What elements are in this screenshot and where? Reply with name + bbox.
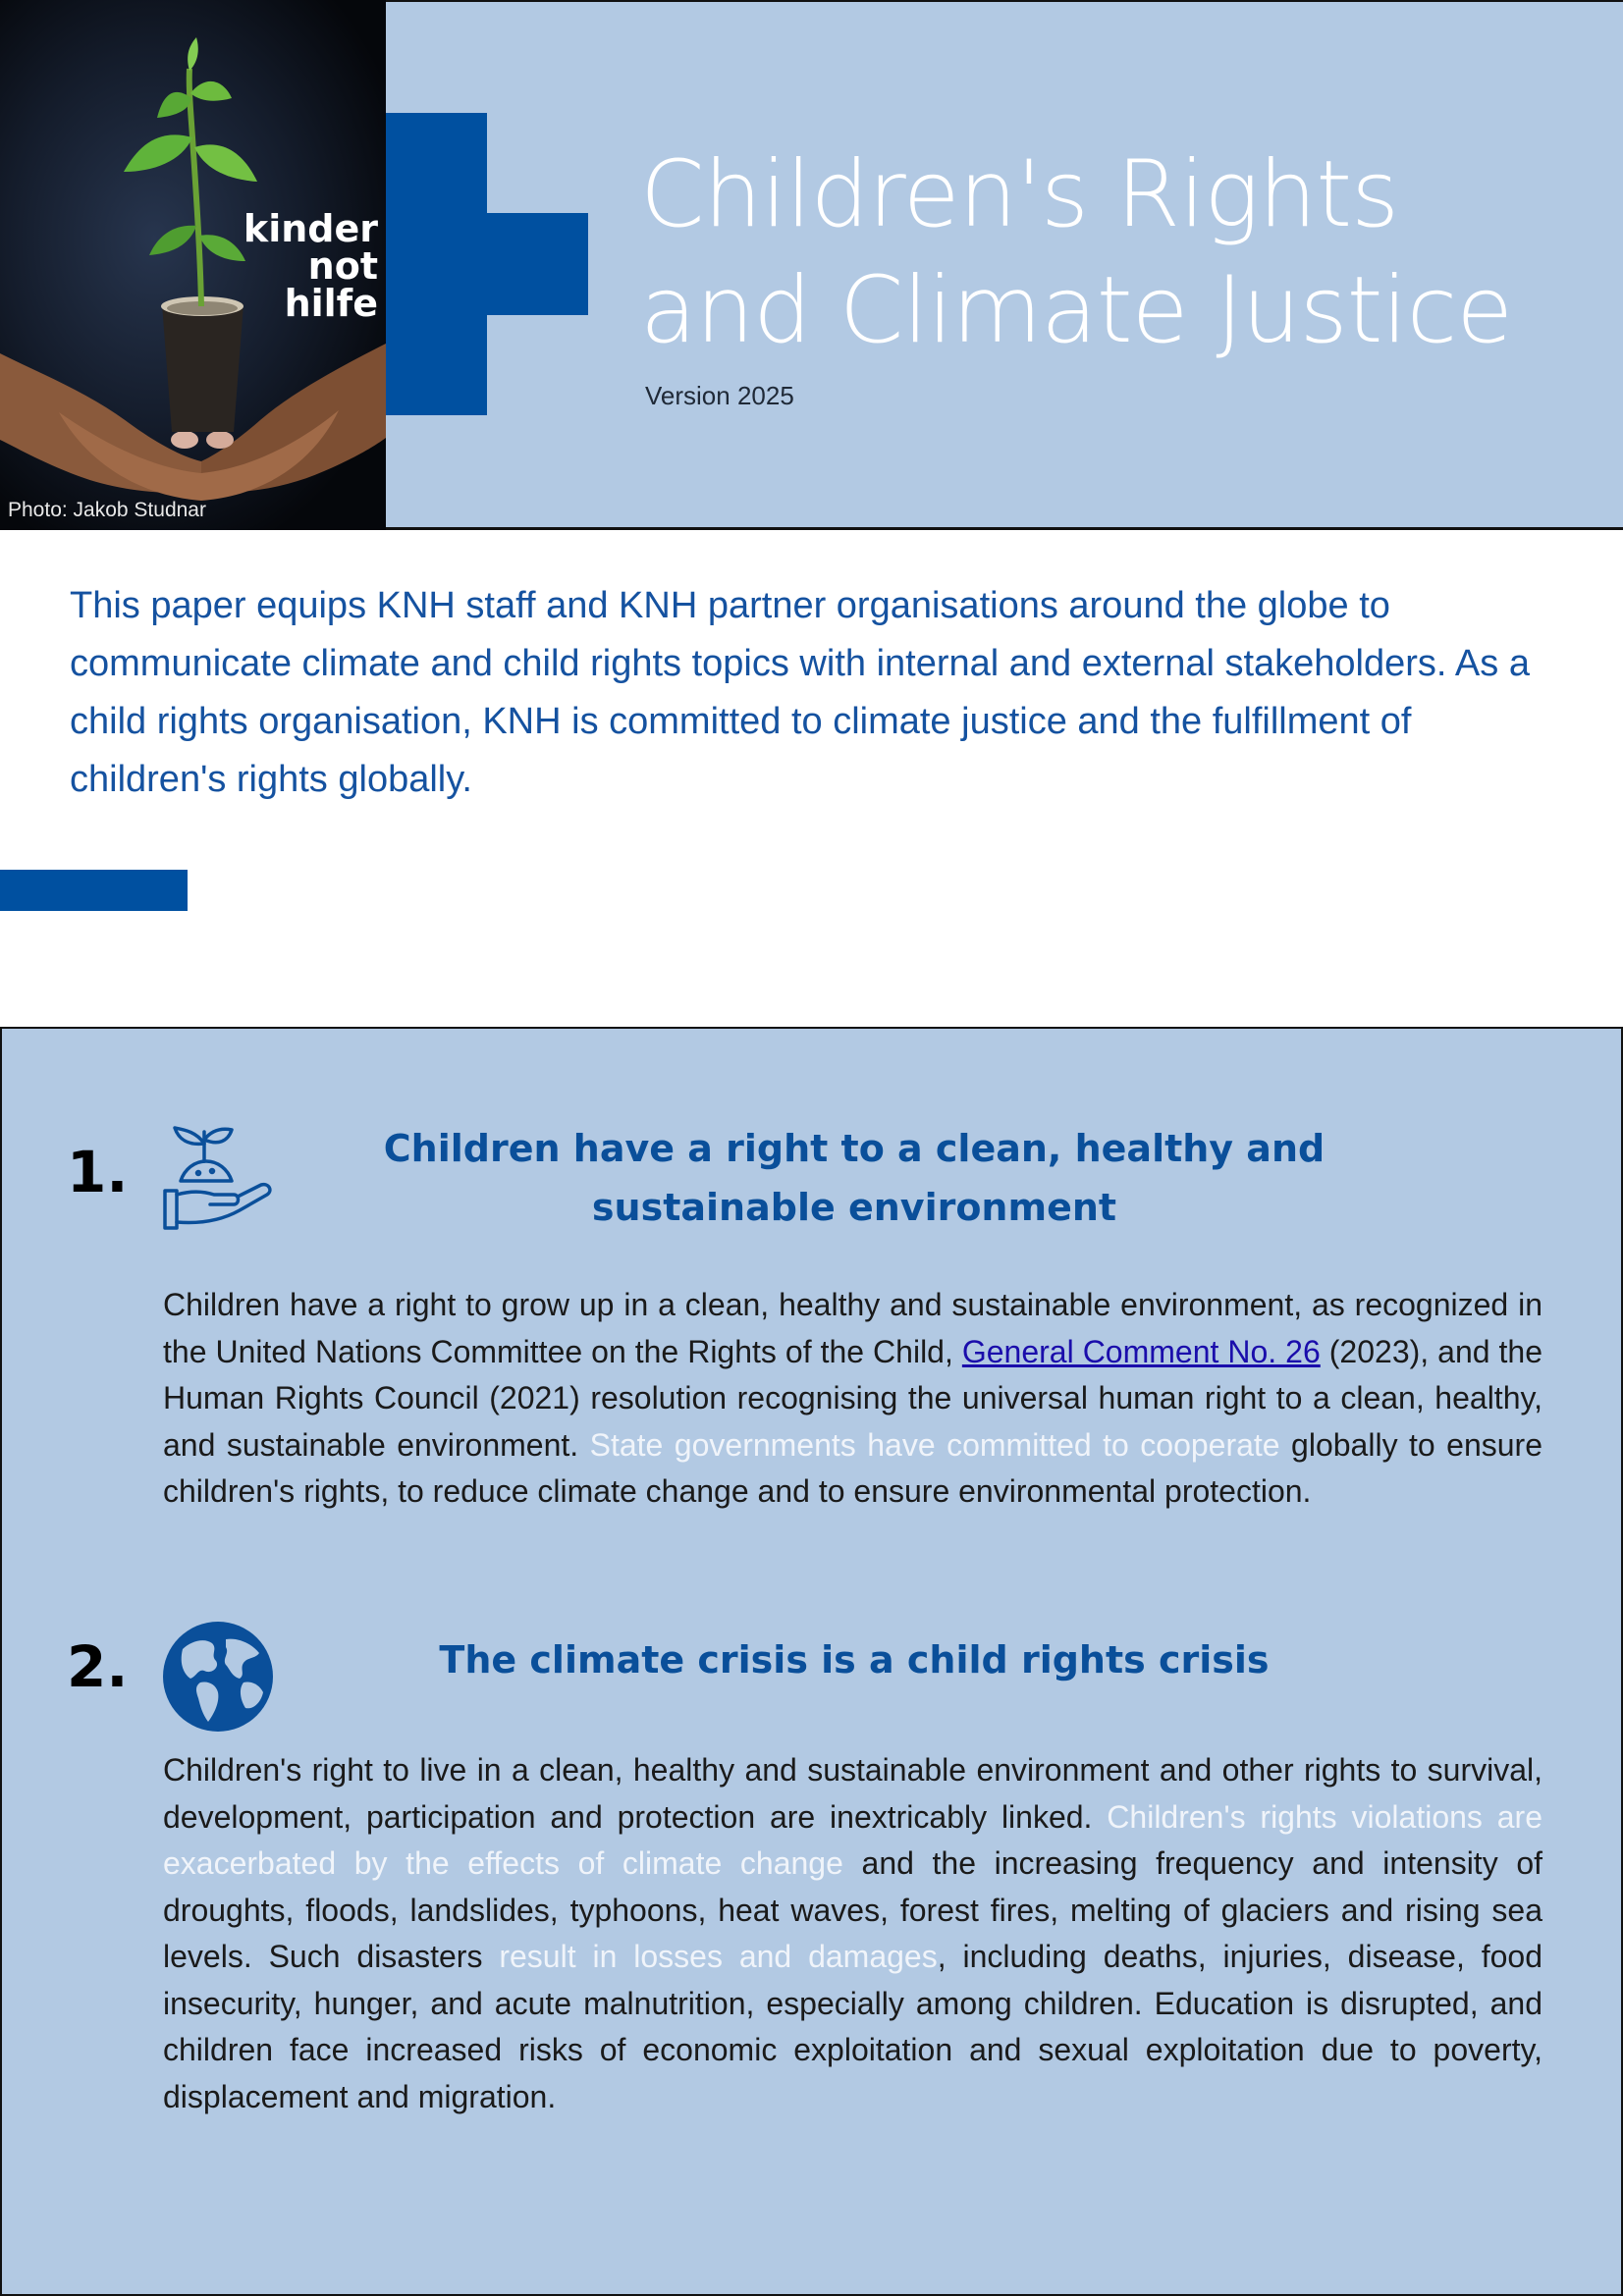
version-label: Version 2025	[645, 381, 794, 410]
page-title	[640, 137, 1602, 369]
body-text: and the increasing frequency and intensity of droughts, floods, landslides, typhoons, heat waves, forest fires, melting of glaciers and rising sea levels. Such disasters	[163, 1845, 1543, 1974]
brand-line: kinder	[243, 207, 378, 250]
brand-logo	[243, 207, 378, 325]
section-body	[163, 1747, 1542, 2120]
title-line: and Climate Justice	[640, 257, 1513, 364]
photo-credit: Photo: Jakob Studnar	[8, 499, 206, 521]
cover-photo	[0, 0, 386, 530]
heading-line: sustainable environment	[591, 1186, 1117, 1229]
globe-icon	[161, 1620, 275, 1738]
brand-line: not	[307, 244, 378, 288]
title-line: Children's Rights	[640, 141, 1399, 248]
body-text: Children have a right to grow up in a clean, healthy and sustainable environment, as recognized in the United Nations Committee on the Rights of the Child,	[163, 1287, 1542, 1369]
body-text: globally to ensure children's rights, to reduce climate change and to ensure environmental protection.	[163, 1426, 1542, 1509]
body-text: , including deaths, injuries, disease, food insecurity, hunger, and acute malnutrition, especially among children. Education is disrupted, and children face increased risks of economic exploitation and sexual exploitation due to poverty, displacement and migration.	[163, 1939, 1543, 2114]
body-text: (2023), and the Human Rights Council (2021) resolution recognising the universal human right to a clean, healthy, and sustainable environment.	[163, 1333, 1543, 1463]
section-body	[163, 1282, 1542, 1516]
section-number: 1.	[67, 1139, 129, 1205]
accent-bar	[0, 870, 188, 911]
intro-paragraph: This paper equips KNH staff and KNH partner organisations around the globe to communicate climate and child rights topics with internal and external stakeholders. As a child rights organisation, KNH is committed to climate justice and the fulfillment of children's rights globally.	[70, 585, 1530, 800]
cross-horizontal-bar	[386, 213, 588, 315]
heading-line: The climate crisis is a child rights crisis	[439, 1638, 1270, 1682]
heading-line: Children have a right to a clean, healthy and	[383, 1127, 1325, 1170]
top-divider	[319, 0, 1623, 2]
highlighted-text: State governments have committed to cooperate	[589, 1426, 1280, 1463]
general-comment-link[interactable]: General Comment No. 26	[961, 1333, 1321, 1369]
highlighted-text: result in losses and damages	[499, 1939, 938, 1974]
brand-line: hilfe	[284, 282, 378, 325]
plant-in-hand-icon	[161, 1122, 279, 1240]
section-number: 2.	[67, 1633, 129, 1700]
highlighted-text: Children's rights violations are exacerbated by the effects of climate change	[163, 1798, 1543, 1881]
body-text: Children's right to live in a clean, healthy and sustainable environment and other rights to survival, development, participation and protection are inextricably linked.	[163, 1752, 1542, 1835]
section-heading	[295, 1119, 1414, 1237]
section-heading	[295, 1630, 1414, 1689]
